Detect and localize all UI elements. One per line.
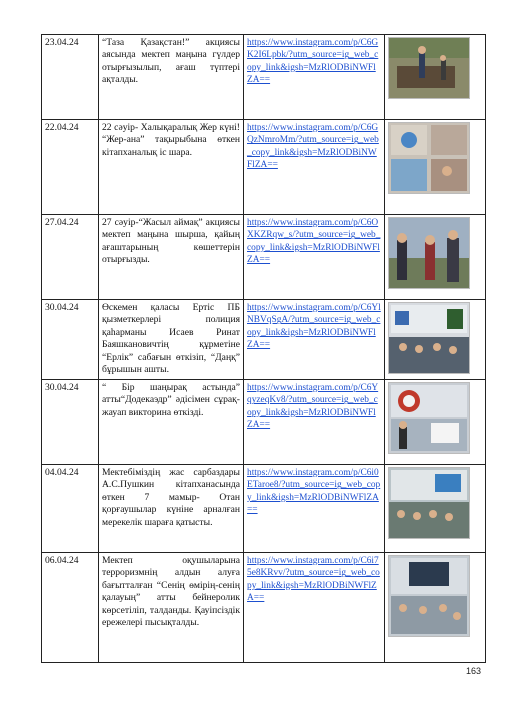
description-cell: Мектебіміздің жас сарбаздары А.С.Пушкин кітапханасында өткен 7 мамыр- Отан қорғаушылар күніне арналған мерекелік шараға қатысты. <box>99 465 244 553</box>
table-row <box>42 215 486 300</box>
description-cell: 22 сәуір- Халықаралық Жер күні! “Жер-ана” тақырыбына өткен кітапханалық іс шара. <box>99 120 244 215</box>
date-cell: 27.04.24 <box>42 215 99 300</box>
date-cell: 30.04.24 <box>42 300 99 380</box>
tree-planting-photo <box>388 37 470 99</box>
instagram-link[interactable]: https://www.instagram.com/p/C6GK2I6Lpbk/?utm_source=ig_web_copy_link&igsh=MzRlODBiNWFlZA== <box>247 38 379 86</box>
instagram-link[interactable]: https://www.instagram.com/p/C6i75e8KRvv/?utm_source=ig_web_copy_link&igsh=MzRlODBiNWFlZA== <box>247 556 380 604</box>
description-cell: 27 сәуір-“Жасыл аймақ” акциясы мектеп маңына шырша, қайың ағаштарының көшеттерін отырғызды. <box>99 215 244 300</box>
date-cell: 04.04.24 <box>42 465 99 553</box>
earth-day-library-photo <box>388 122 470 194</box>
instagram-link[interactable]: https://www.instagram.com/p/C6GQzNmroMm/?utm_source=ig_web_copy_link&igsh=MzRlODBiNWFlZA== <box>247 123 379 171</box>
page-number: 163 <box>465 666 481 676</box>
instagram-link[interactable]: https://www.instagram.com/p/C6YqyzeqKv8/?utm_source=ig_web_copy_link&igsh=MzRlODBiNWFlZA== <box>247 383 379 431</box>
events-table <box>41 34 486 663</box>
table-row <box>42 120 486 215</box>
date-cell: 22.04.24 <box>42 120 99 215</box>
defenders-day-photo <box>388 467 470 539</box>
date-cell: 23.04.24 <box>42 35 99 120</box>
video-screening-photo <box>388 555 470 637</box>
instagram-link[interactable]: https://www.instagram.com/p/C6i0ETaroe8/?utm_source=ig_web_copy_link&igsh=MzRlODBiNWFlZA== <box>247 468 381 516</box>
description-cell: “ Бір шаңырақ астында” атты“Додекаэдр” әдісімен сұрақ-жауап викторина өткізді. <box>99 380 244 465</box>
date-cell: 06.04.24 <box>42 553 99 663</box>
table-row <box>42 35 486 120</box>
instagram-link[interactable]: https://www.instagram.com/p/C6OXKZRqw_s/?utm_source=ig_web_copy_link&igsh=MzRlODBiNWFlZA== <box>247 218 381 266</box>
description-cell: Өскемен қаласы Ертіс ПБ қызметкерлері полиция қаһарманы Исаев Ринат Баяшкановичтің құрметіне “Ерлік” сабағын өткізіп, “Даңқ” бұрышын ашты. <box>99 300 244 380</box>
instagram-link[interactable]: https://www.instagram.com/p/C6YlNBVqSgA/?utm_source=ig_web_copy_link&igsh=MzRlODBiNWFlZA== <box>247 303 381 351</box>
table-row <box>42 553 486 663</box>
date-cell: 30.04.24 <box>42 380 99 465</box>
green-zone-photo <box>388 217 470 289</box>
table-row <box>42 300 486 380</box>
table-row <box>42 380 486 465</box>
description-cell: Мектеп оқушыларына терроризмнің алдын алуға бағытталған “Сенің өмірің-сенің қалауың” атты бейнеролик көрсетіліп, талданды. Қауіпсіздік ережелері пысықталды. <box>99 553 244 663</box>
table-row <box>42 465 486 553</box>
description-cell: “Таза Қазақстан!” акциясы аясында мектеп маңына гүлдер отырғызылып, ағаш түптері ақталды. <box>99 35 244 120</box>
heroism-lesson-photo <box>388 302 470 374</box>
quiz-photo <box>388 382 470 454</box>
